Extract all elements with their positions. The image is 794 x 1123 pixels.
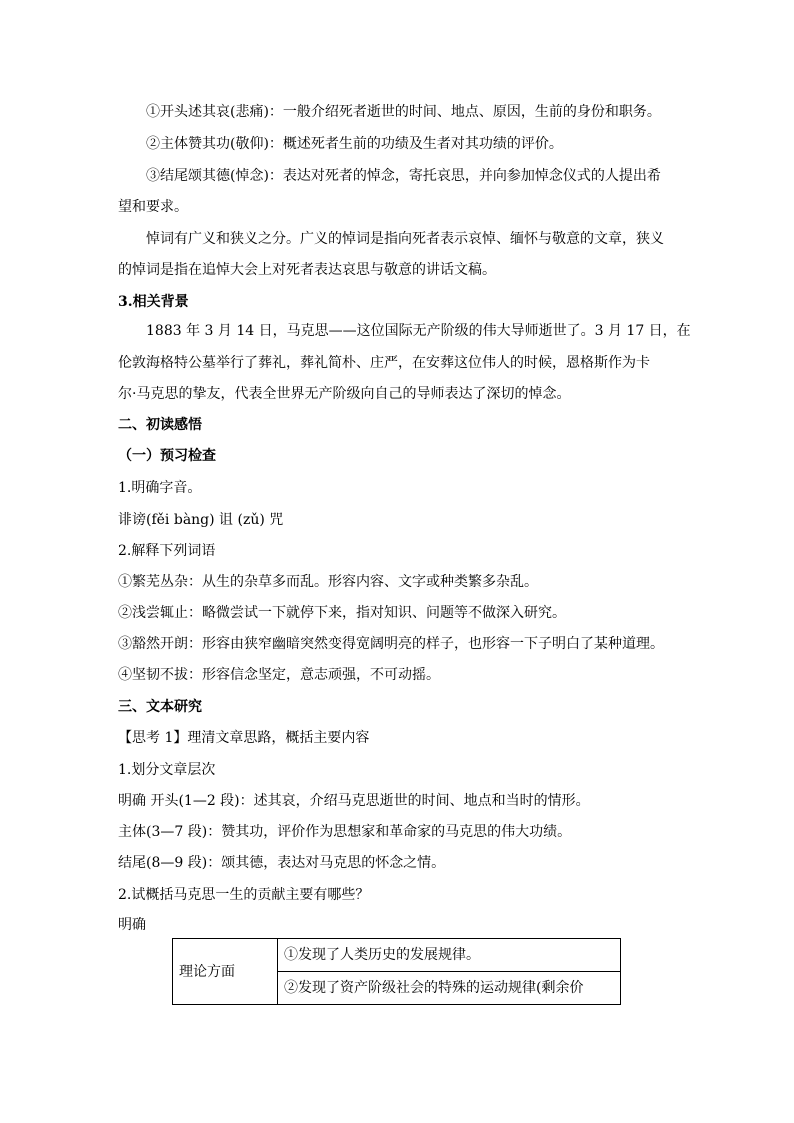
- paragraph-line: 1.明确字音。: [118, 480, 202, 496]
- paragraph-line: 结尾(8—9 段)：颂其德，表达对马克思的怀念之情。: [118, 855, 446, 871]
- section-heading: 二、初读感悟: [118, 417, 202, 433]
- section-heading: （一）预习检查: [118, 448, 216, 464]
- table-cell: ①发现了人类历史的发展规律。: [278, 939, 621, 972]
- paragraph-line: ④坚韧不拔：形容信念坚定，意志顽强，不可动摇。: [118, 667, 440, 683]
- paragraph-line: ①开头述其哀(悲痛)：一般介绍死者逝世的时间、地点、原因，生前的身份和职务。: [146, 104, 661, 120]
- section-heading: 3.相关背景: [118, 294, 189, 310]
- paragraph-line: ③结尾颂其德(悼念)：表达对死者的悼念，寄托哀思，并向参加悼念仪式的人提出希: [146, 168, 661, 184]
- table-cell: ②发现了资产阶级社会的特殊的运动规律(剩余价: [278, 972, 621, 1005]
- paragraph-line: 伦敦海格特公墓举行了葬礼，葬礼简朴、庄严，在安葬这位伟人的时候，恩格斯作为卡: [118, 355, 650, 371]
- paragraph-line: ②主体赞其功(敬仰)：概述死者生前的功绩及生者对其功绩的评价。: [146, 136, 563, 152]
- paragraph-line: 明确 开头(1—2 段)：述其哀，介绍马克思逝世的时间、地点和当时的情形。: [118, 793, 590, 809]
- paragraph-line: 1.划分文章层次: [118, 762, 216, 778]
- contribution-table: [172, 938, 621, 1005]
- paragraph-line: 主体(3—7 段)：赞其功，评价作为思想家和革命家的马克思的伟大功绩。: [118, 824, 572, 840]
- paragraph-line: 1883 年 3 月 14 日，马克思——这位国际无产阶级的伟大导师逝世了。3 月 17 日，在: [146, 323, 691, 339]
- paragraph-line: 2.试概括马克思一生的贡献主要有哪些？: [118, 887, 370, 903]
- paragraph-line: 望和要求。: [118, 199, 188, 215]
- paragraph-line: 明确: [118, 917, 146, 933]
- paragraph-line: ③豁然开朗：形容由狭窄幽暗突然变得宽阔明亮的样子，也形容一下子明白了某种道理。: [118, 636, 664, 652]
- paragraph-line: ①繁芜丛杂：从生的杂草多而乱。形容内容、文字或种类繁多杂乱。: [118, 574, 538, 590]
- table-row: [173, 939, 621, 972]
- paragraph-line: 悼词有广义和狭义之分。广义的悼词是指向死者表示哀悼、缅怀与敬意的文章，狭义: [146, 231, 664, 247]
- table-row-header: 理论方面: [173, 939, 278, 1005]
- section-heading: 三、文本研究: [118, 699, 202, 715]
- paragraph-line: 尔·马克思的挚友，代表全世界无产阶级向自己的导师表达了深切的悼念。: [118, 386, 571, 402]
- paragraph-line: 诽谤(fěi bàng) 诅 (zǔ) 咒: [118, 512, 284, 528]
- paragraph-line: 【思考 1】理清文章思路，概括主要内容: [118, 730, 370, 746]
- paragraph-line: 的悼词是指在追悼大会上对死者表达哀思与敬意的讲话文稿。: [118, 262, 496, 278]
- paragraph-line: 2.解释下列词语: [118, 543, 216, 559]
- paragraph-line: ②浅尝辄止：略微尝试一下就停下来，指对知识、问题等不做深入研究。: [118, 605, 566, 621]
